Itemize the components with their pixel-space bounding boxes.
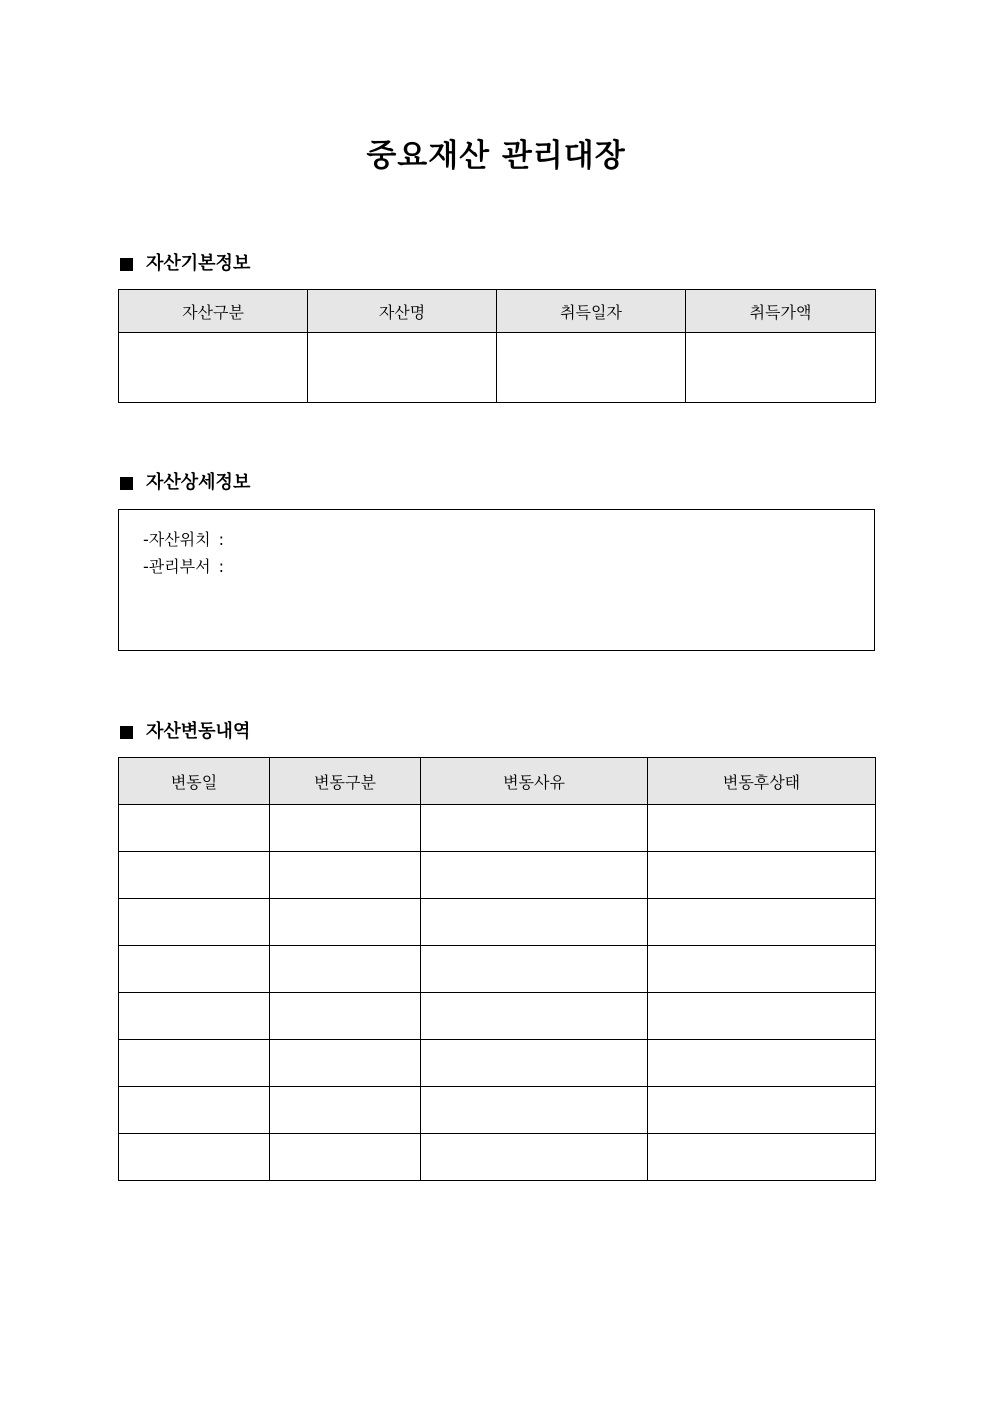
square-bullet-icon [120, 726, 133, 739]
change-date-cell[interactable] [119, 993, 270, 1040]
separator: : [218, 557, 224, 576]
square-bullet-icon [120, 477, 133, 490]
section-heading-basic-info [119, 252, 250, 276]
column-header-change-type: 변동구분 [270, 758, 421, 805]
column-header-change-date: 변동일 [119, 758, 270, 805]
column-header-post-change-status: 변동후상태 [648, 758, 876, 805]
post-change-status-cell[interactable] [648, 946, 876, 993]
managing-department-line [143, 556, 224, 578]
column-header-asset-category: 자산구분 [119, 290, 308, 333]
section-heading-label: 자산변동내역 [146, 721, 251, 742]
asset-category-cell[interactable] [119, 333, 308, 403]
change-reason-cell[interactable] [421, 1040, 648, 1087]
change-type-cell[interactable] [270, 993, 421, 1040]
asset-location-line [143, 529, 224, 551]
change-history-body [119, 805, 876, 1181]
post-change-status-cell[interactable] [648, 1040, 876, 1087]
section-heading-change-history [119, 720, 250, 744]
change-type-cell[interactable] [270, 805, 421, 852]
table-row [119, 993, 876, 1040]
change-type-cell[interactable] [270, 1087, 421, 1134]
section-heading-detail-info [119, 471, 250, 495]
change-date-cell[interactable] [119, 852, 270, 899]
column-header-asset-name: 자산명 [308, 290, 497, 333]
detail-info-box[interactable] [118, 509, 875, 651]
change-reason-cell[interactable] [421, 1134, 648, 1181]
column-header-change-reason: 변동사유 [421, 758, 648, 805]
change-reason-cell[interactable] [421, 1087, 648, 1134]
change-date-cell[interactable] [119, 1134, 270, 1181]
post-change-status-cell[interactable] [648, 993, 876, 1040]
change-type-cell[interactable] [270, 1040, 421, 1087]
change-type-cell[interactable] [270, 946, 421, 993]
column-header-acquisition-date: 취득일자 [497, 290, 686, 333]
post-change-status-cell[interactable] [648, 805, 876, 852]
change-reason-cell[interactable] [421, 899, 648, 946]
managing-department-label: -관리부서 [143, 557, 211, 576]
table-row [119, 1040, 876, 1087]
change-type-cell[interactable] [270, 1134, 421, 1181]
section-heading-label: 자산상세정보 [146, 472, 251, 493]
change-date-cell[interactable] [119, 1040, 270, 1087]
change-reason-cell[interactable] [421, 993, 648, 1040]
asset-name-cell[interactable] [308, 333, 497, 403]
table-header-row [119, 758, 876, 805]
table-row [119, 805, 876, 852]
change-date-cell[interactable] [119, 946, 270, 993]
post-change-status-cell[interactable] [648, 899, 876, 946]
square-bullet-icon [120, 258, 133, 271]
change-reason-cell[interactable] [421, 805, 648, 852]
acquisition-date-cell[interactable] [497, 333, 686, 403]
change-date-cell[interactable] [119, 1087, 270, 1134]
asset-location-label: -자산위치 [143, 530, 211, 549]
change-reason-cell[interactable] [421, 946, 648, 993]
post-change-status-cell[interactable] [648, 1134, 876, 1181]
post-change-status-cell[interactable] [648, 1087, 876, 1134]
change-type-cell[interactable] [270, 899, 421, 946]
basic-info-table [118, 289, 876, 403]
table-row [119, 946, 876, 993]
table-row [119, 1087, 876, 1134]
change-reason-cell[interactable] [421, 852, 648, 899]
change-history-table [118, 757, 876, 1181]
table-row [119, 899, 876, 946]
separator: : [218, 530, 224, 549]
table-row [119, 1134, 876, 1181]
table-row [119, 333, 876, 403]
acquisition-value-cell[interactable] [686, 333, 876, 403]
change-type-cell[interactable] [270, 852, 421, 899]
column-header-acquisition-value: 취득가액 [686, 290, 876, 333]
change-date-cell[interactable] [119, 899, 270, 946]
change-date-cell[interactable] [119, 805, 270, 852]
table-row [119, 852, 876, 899]
table-header-row [119, 290, 876, 333]
post-change-status-cell[interactable] [648, 852, 876, 899]
section-heading-label: 자산기본정보 [146, 253, 251, 274]
page-title: 중요재산 관리대장 [366, 138, 626, 174]
